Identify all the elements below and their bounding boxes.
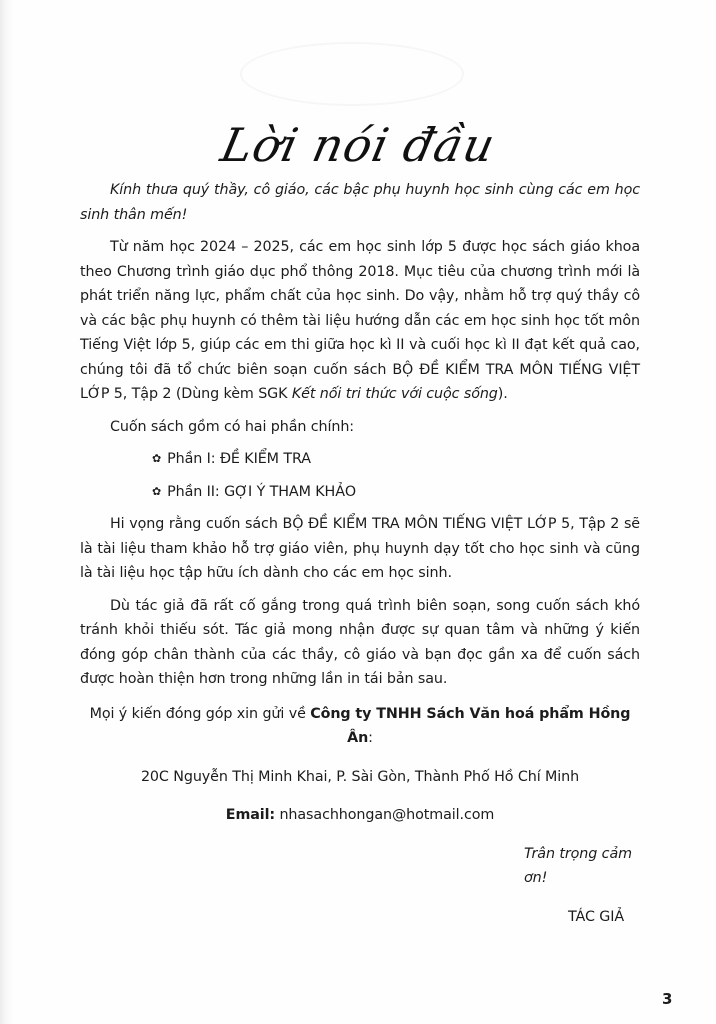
intro-paragraph: Từ năm học 2024 – 2025, các em học sinh lớp 5 được học sách giáo khoa theo Chương trình giáo dục phổ thông 2018. Mục tiêu của chương trình mới là phát triển năng lực, phẩm chất của học sinh. Do vậy, nhằm hỗ trợ quý thầy cô và các bậc phụ huynh có thêm tài liệu hướng dẫn các em học sinh học tốt môn Tiếng Việt lớp 5, giúp các em thi giữa học kì II và cuối học kì II đạt kết quả cao, chúng tôi đã tổ chức biên soạn cuốn sách BỘ ĐỀ KIỂM TRA MÔN TIẾNG VIỆT LỚP 5, Tập 2 (Dùng kèm SGK Kết nối tri thức với cuộc sống). — [80, 239, 640, 402]
page-number: 3 — [662, 990, 673, 1008]
page-title: Lời nói đầu — [216, 118, 500, 172]
closing-block — [524, 842, 640, 930]
greeting: Kính thưa quý thầy, cô giáo, các bậc phụ huynh học sinh cùng các em học sinh thân mến! — [80, 182, 640, 223]
structure-intro: Cuốn sách gồm có hai phần chính: — [110, 418, 354, 435]
closing-thanks: Trân trọng cảm ơn! — [524, 845, 632, 886]
apology-paragraph: Dù tác giả đã rất cố gắng trong quá trình biên soạn, song cuốn sách khó tránh khỏi thiếu sót. Tác giả mong nhận được sự quan tâm và những ý kiến đóng góp chân thành của các thầy, cô giáo và bạn đọc gần xa để cuốn sách được hoàn thiện hơn trong những lần in tái bản sau. — [80, 597, 640, 687]
part-item: ✿ Phần I: ĐỀ KIỂM TRA — [80, 447, 640, 472]
contact-line: Mọi ý kiến đóng góp xin gửi về Công ty TNHH Sách Văn hoá phẩm Hồng Ân: — [89, 705, 631, 746]
email-line — [80, 803, 640, 828]
part-item: ✿ Phần II: GỢI Ý THAM KHẢO — [80, 480, 640, 505]
flower-bullet-icon: ✿ — [152, 484, 162, 498]
show-through-ornament — [240, 42, 464, 106]
preface-body — [80, 178, 640, 929]
hope-paragraph: Hi vọng rằng cuốn sách BỘ ĐỀ KIỂM TRA MÔN TIẾNG VIỆT LỚP 5, Tập 2 sẽ là tài liệu tham khảo hỗ trợ giáo viên, phụ huynh dạy tốt cho học sinh và cũng là tài liệu học tập hữu ích dành cho các em học sinh. — [80, 516, 640, 581]
email-address: nhasachhongan@hotmail.com — [275, 807, 495, 823]
company-name: Công ty TNHH Sách Văn hoá phẩm Hồng Ân — [310, 705, 631, 746]
address-line: 20C Nguyễn Thị Minh Khai, P. Sài Gòn, Thành Phố Hồ Chí Minh — [140, 768, 580, 785]
author-signature: TÁC GIẢ — [568, 908, 625, 925]
flower-bullet-icon: ✿ — [152, 452, 162, 465]
email-label: Email: — [225, 807, 276, 823]
textbook-series-name: Kết nối tri thức với cuộc sống — [291, 386, 498, 402]
